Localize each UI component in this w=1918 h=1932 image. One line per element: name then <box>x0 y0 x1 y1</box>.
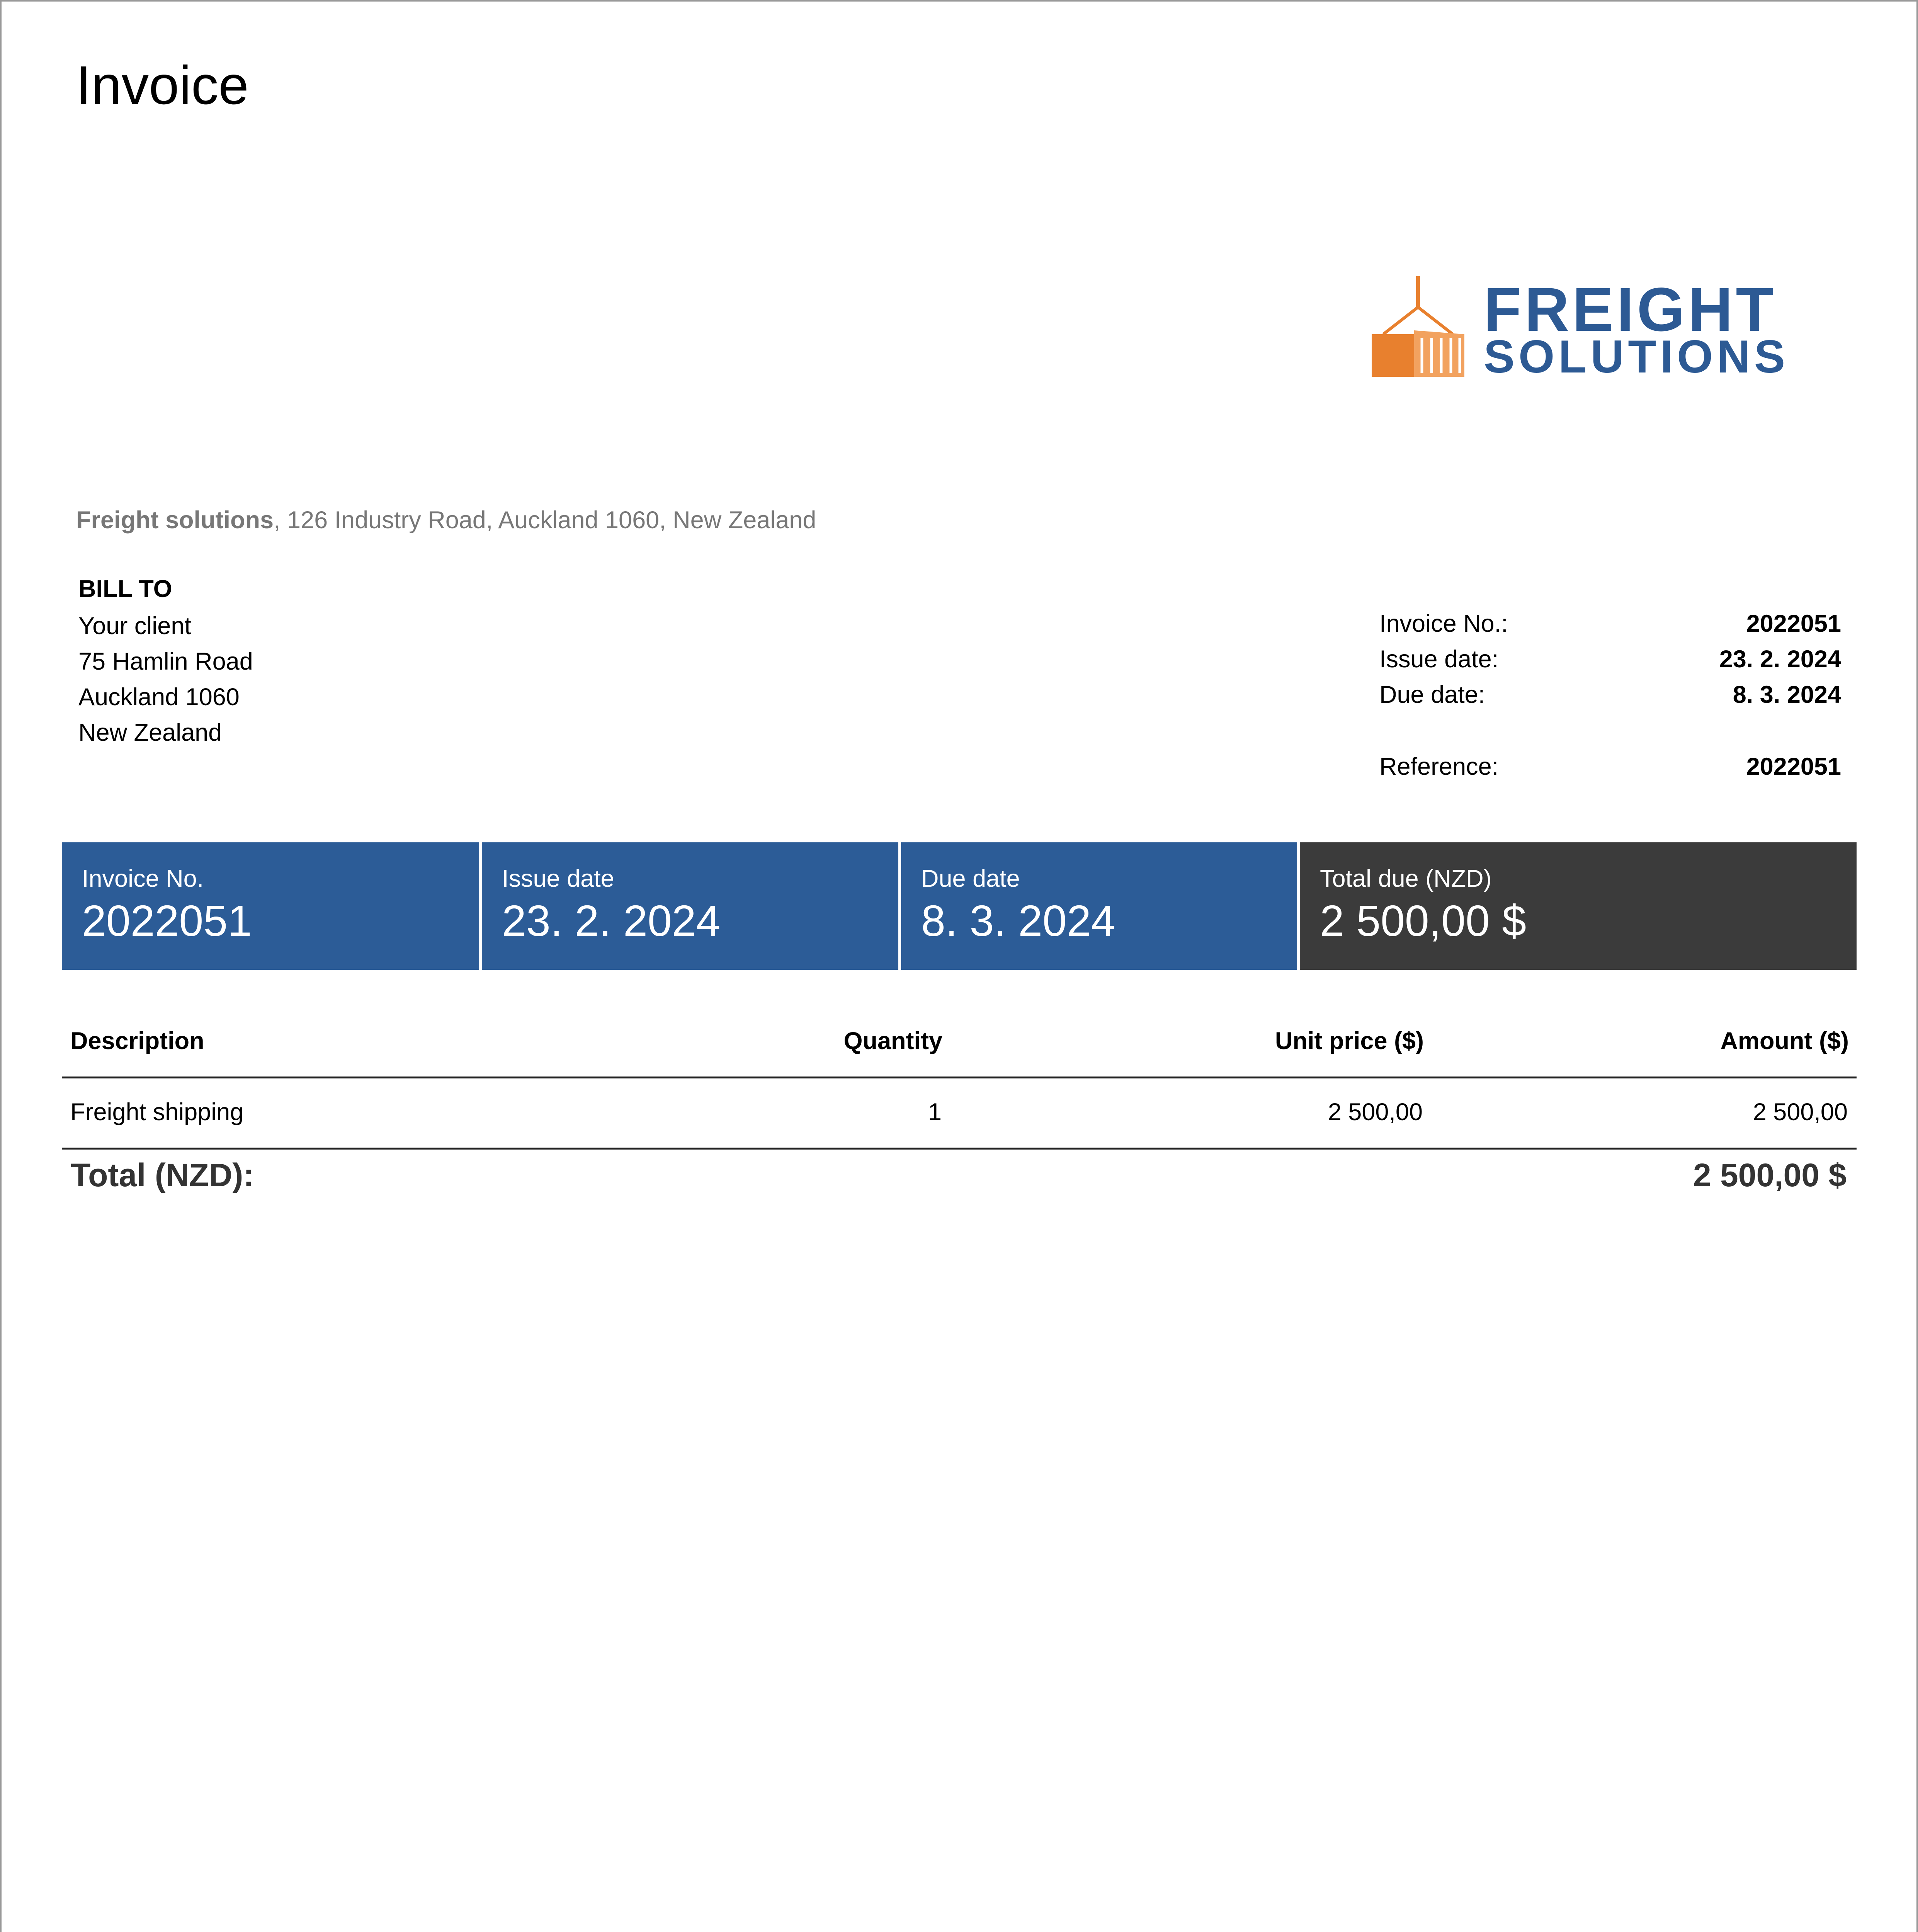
sender-name: Freight solutions <box>76 507 274 534</box>
table-bottom-rule <box>62 1148 1857 1150</box>
summary-divider <box>479 842 482 970</box>
summary-divider <box>1297 842 1300 970</box>
row-amount: 2 500,00 <box>1753 1099 1848 1126</box>
column-header-amount: Amount ($) <box>1720 1027 1849 1054</box>
row-unit-price: 2 500,00 <box>1328 1099 1423 1126</box>
summary-total-due-label: Total due (NZD) <box>1320 865 1492 892</box>
summary-issue-date-label: Issue date <box>502 865 614 892</box>
row-description: Freight shipping <box>70 1099 244 1126</box>
table-header-rule <box>62 1077 1857 1078</box>
logo-text-solutions: SOLUTIONS <box>1484 331 1789 383</box>
bill-to-line: New Zealand <box>78 719 222 746</box>
summary-due-date <box>901 842 1297 970</box>
summary-total-due-value: 2 500,00 $ <box>1320 896 1527 945</box>
summary-invoice-no-label: Invoice No. <box>82 865 204 892</box>
bill-to-line: Auckland 1060 <box>78 684 240 711</box>
meta-due-date-value: 8. 3. 2024 <box>1733 681 1841 708</box>
summary-due-date-value: 8. 3. 2024 <box>921 896 1115 945</box>
meta-due-date <box>1379 681 1841 712</box>
meta-issue-date-label: Issue date: <box>1379 646 1499 673</box>
document-title: Invoice <box>76 54 249 116</box>
bill-to-label: BILL TO <box>78 575 172 602</box>
sender-address-text: , 126 Industry Road, Auckland 1060, New Zealand <box>273 507 816 534</box>
row-quantity: 1 <box>928 1099 942 1126</box>
bill-to-line: 75 Hamlin Road <box>78 648 253 675</box>
meta-issue-date-value: 23. 2. 2024 <box>1719 646 1841 673</box>
meta-invoice-no-value: 2022051 <box>1746 610 1841 637</box>
column-header-quantity: Quantity <box>843 1027 942 1054</box>
meta-issue-date <box>1379 645 1841 676</box>
summary-due-date-label: Due date <box>921 865 1020 892</box>
summary-divider <box>898 842 901 970</box>
summary-invoice-no <box>62 842 479 970</box>
bill-to-line: Your client <box>78 612 191 639</box>
summary-issue-date <box>482 842 898 970</box>
company-logo <box>1368 276 1793 381</box>
logo-text-freight: FREIGHT <box>1484 275 1777 344</box>
column-header-unit-price: Unit price ($) <box>1275 1027 1424 1054</box>
meta-reference-label: Reference: <box>1379 753 1499 780</box>
summary-total-due <box>1300 842 1857 970</box>
meta-reference-value: 2022051 <box>1746 753 1841 780</box>
total-value: 2 500,00 $ <box>1693 1157 1847 1193</box>
summary-invoice-no-value: 2022051 <box>82 896 252 945</box>
container-crane-icon <box>1368 276 1468 381</box>
summary-band <box>62 842 1857 970</box>
meta-reference <box>1379 753 1841 784</box>
meta-due-date-label: Due date: <box>1379 681 1485 708</box>
meta-invoice-no-label: Invoice No.: <box>1379 610 1508 637</box>
meta-invoice-no <box>1379 610 1841 641</box>
sender-address <box>76 506 816 534</box>
summary-issue-date-value: 23. 2. 2024 <box>502 896 721 945</box>
total-label: Total (NZD): <box>71 1157 254 1193</box>
column-header-description: Description <box>70 1027 204 1054</box>
